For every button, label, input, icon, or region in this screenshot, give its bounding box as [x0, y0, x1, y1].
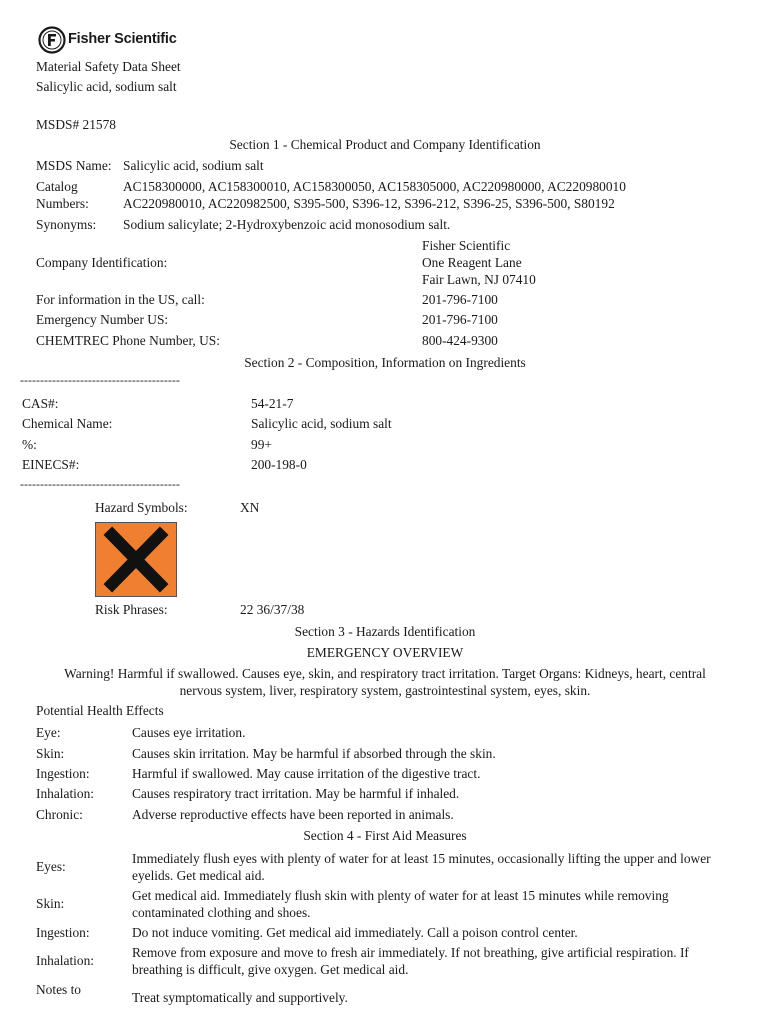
- section4-heading: Section 4 - First Aid Measures: [303, 828, 467, 843]
- cas-label: CAS#:: [22, 396, 59, 411]
- health-effect-label: Ingestion:: [36, 766, 90, 781]
- harmful-x-pictogram-icon: [95, 522, 177, 597]
- catalog-label-line1: Catalog: [36, 179, 78, 194]
- section2-heading: Section 2 - Composition, Information on Ingredients: [244, 355, 526, 370]
- section1-heading: Section 1 - Chemical Product and Company Identification: [229, 137, 541, 152]
- health-effect-value: Harmful if swallowed. May cause irritation of the digestive tract.: [132, 766, 481, 781]
- catalog-label-line2: Numbers:: [36, 196, 89, 211]
- first-aid-ingestion-label: Ingestion:: [36, 925, 90, 940]
- info-phone-value: 201-796-7100: [422, 292, 498, 307]
- health-effect-label: Inhalation:: [36, 786, 95, 801]
- first-aid-inhalation-line-2: breathing is difficult, give oxygen. Get medical aid.: [132, 962, 409, 977]
- first-aid-notes-label: Notes to: [36, 982, 82, 997]
- synonyms-label: Synonyms:: [36, 217, 97, 232]
- potential-health-effects-heading: Potential Health Effects: [36, 703, 164, 718]
- first-aid-eyes-label: Eyes:: [36, 859, 66, 874]
- percent-label: %:: [22, 437, 37, 452]
- first-aid-ingestion-value: Do not induce vomiting. Get medical aid immediately. Call a poison control center.: [132, 925, 578, 940]
- health-effect-value: Causes skin irritation. May be harmful if absorbed through the skin.: [132, 746, 496, 761]
- msds-number: MSDS# 21578: [36, 117, 116, 132]
- health-effect-value: Adverse reproductive effects have been reported in animals.: [132, 807, 454, 822]
- percent-value: 99+: [251, 437, 272, 452]
- emergency-overview-line-1: Warning! Harmful if swallowed. Causes eye, skin, and respiratory tract irritation. Target Organs: Kidneys, heart, central: [64, 666, 706, 681]
- einecs-value: 200-198-0: [251, 457, 307, 472]
- company-line-1: Fisher Scientific: [422, 238, 511, 253]
- hazard-symbols-label: Hazard Symbols:: [95, 500, 188, 515]
- risk-phrases-value: 22 36/37/38: [240, 602, 305, 617]
- chemical-name-value: Salicylic acid, sodium salt: [251, 416, 392, 431]
- company-line-2: One Reagent Lane: [422, 255, 522, 270]
- emergency-overview-heading: EMERGENCY OVERVIEW: [306, 645, 464, 660]
- health-effect-value: Causes respiratory tract irritation. May be harmful if inhaled.: [132, 786, 460, 801]
- first-aid-skin-line-2: contaminated clothing and shoes.: [132, 905, 311, 920]
- health-effect-label: Eye:: [36, 725, 61, 740]
- first-aid-eyes-line-2: eyelids. Get medical aid.: [132, 868, 265, 883]
- chemtrec-phone-value: 800-424-9300: [422, 333, 498, 348]
- section3-heading: Section 3 - Hazards Identification: [294, 624, 476, 639]
- divider-top: ----------------------------------------: [20, 373, 180, 387]
- msds-name-label: MSDS Name:: [36, 158, 112, 173]
- health-effect-value: Causes eye irritation.: [132, 725, 246, 740]
- first-aid-inhalation-label: Inhalation:: [36, 953, 95, 968]
- first-aid-notes-value: Treat symptomatically and supportively.: [132, 990, 348, 1005]
- risk-phrases-label: Risk Phrases:: [95, 602, 168, 617]
- einecs-label: EINECS#:: [22, 457, 80, 472]
- catalog-numbers-line2: AC220980010, AC220982500, S395-500, S396-12, S396-212, S396-25, S396-500, S80192: [123, 196, 615, 211]
- divider-bottom: ----------------------------------------: [20, 477, 180, 491]
- document-title: Material Safety Data Sheet: [36, 59, 181, 74]
- product-name: Salicylic acid, sodium salt: [36, 79, 177, 94]
- emergency-overview-line-2: nervous system, liver, respiratory system, gastrointestinal system, eyes, skin.: [179, 683, 591, 698]
- cas-value: 54-21-7: [251, 396, 294, 411]
- first-aid-eyes-line-1: Immediately flush eyes with plenty of water for at least 15 minutes, occasionally lifting the upper and lower: [132, 851, 711, 866]
- fisher-logo-icon: [38, 26, 66, 54]
- info-phone-label: For information in the US, call:: [36, 292, 205, 307]
- catalog-numbers-line1: AC158300000, AC158300010, AC158300050, AC158305000, AC220980000, AC220980010: [123, 179, 626, 194]
- logo-text: Fisher Scientific: [68, 31, 177, 47]
- chemical-name-label: Chemical Name:: [22, 416, 113, 431]
- emergency-phone-label: Emergency Number US:: [36, 312, 169, 327]
- first-aid-skin-label: Skin:: [36, 896, 65, 911]
- health-effect-label: Chronic:: [36, 807, 83, 822]
- first-aid-skin-line-1: Get medical aid. Immediately flush skin with plenty of water for at least 15 minutes while removing: [132, 888, 669, 903]
- chemtrec-phone-label: CHEMTREC Phone Number, US:: [36, 333, 220, 348]
- msds-name-value: Salicylic acid, sodium salt: [123, 158, 264, 173]
- fisher-scientific-logo: [38, 26, 188, 54]
- company-line-3: Fair Lawn, NJ 07410: [422, 272, 536, 287]
- health-effect-label: Skin:: [36, 746, 65, 761]
- emergency-phone-value: 201-796-7100: [422, 312, 498, 327]
- first-aid-inhalation-line-1: Remove from exposure and move to fresh air immediately. If not breathing, give artificial respiration. If: [132, 945, 689, 960]
- synonyms-value: Sodium salicylate; 2-Hydroxybenzoic acid monosodium salt.: [123, 217, 451, 232]
- hazard-symbols-value: XN: [240, 500, 260, 515]
- company-label: Company Identification:: [36, 255, 168, 270]
